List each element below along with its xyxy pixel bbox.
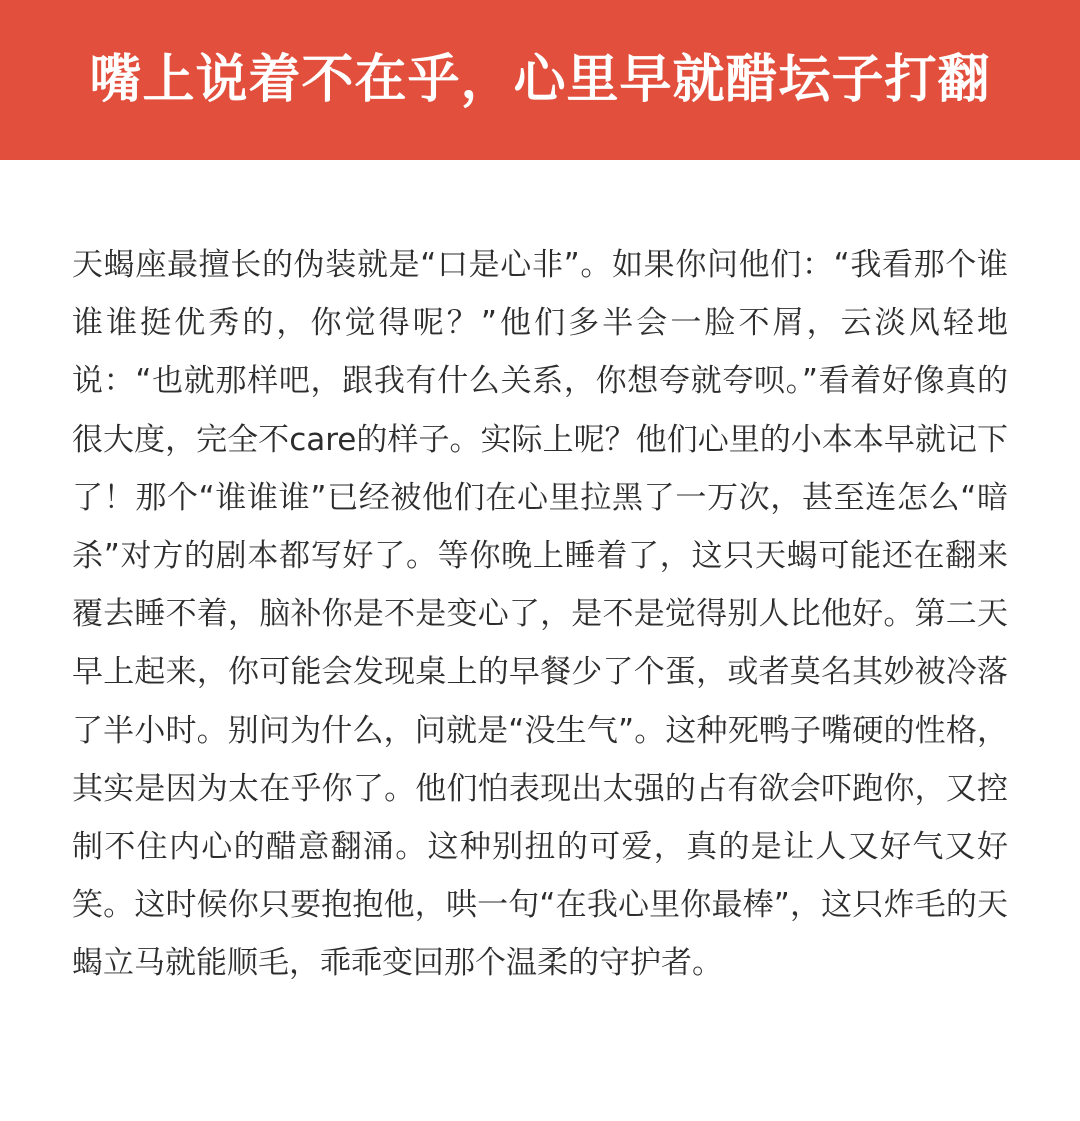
page-title: 嘴上说着不在乎，心里早就醋坛子打翻 [89,50,991,110]
article-body [72,236,1008,993]
article-paragraph: 天蝎座最擅长的伪装就是“口是心非”。如果你问他们：“我看那个谁谁谁挺优秀的，你觉得呢？”他们多半会一脸不屑，云淡风轻地说：“也就那样吧，跟我有什么关系，你想夸就夸呗。”看着好像真的很大度，完全不care的样子。实际上呢？他们心里的小本本早就记下了！那个“谁谁谁”已经被他们在心里拉黑了一万次，甚至连怎么“暗杀”对方的剧本都写好了。等你晚上睡着了，这只天蝎可能还在翻来覆去睡不着，脑补你是不是变心了，是不是觉得别人比他好。第二天早上起来，你可能会发现桌上的早餐少了个蛋，或者莫名其妙被冷落了半小时。别问为什么，问就是“没生气”。这种死鸭子嘴硬的性格，其实是因为太在乎你了。他们怕表现出太强的占有欲会吓跑你，又控制不住内心的醋意翻涌。这种别扭的可爱，真的是让人又好气又好笑。这时候你只要抱抱他，哄一句“在我心里你最棒”，这只炸毛的天蝎立马就能顺毛，乖乖变回那个温柔的守护者。 [72,247,1008,982]
title-banner [0,0,1080,160]
